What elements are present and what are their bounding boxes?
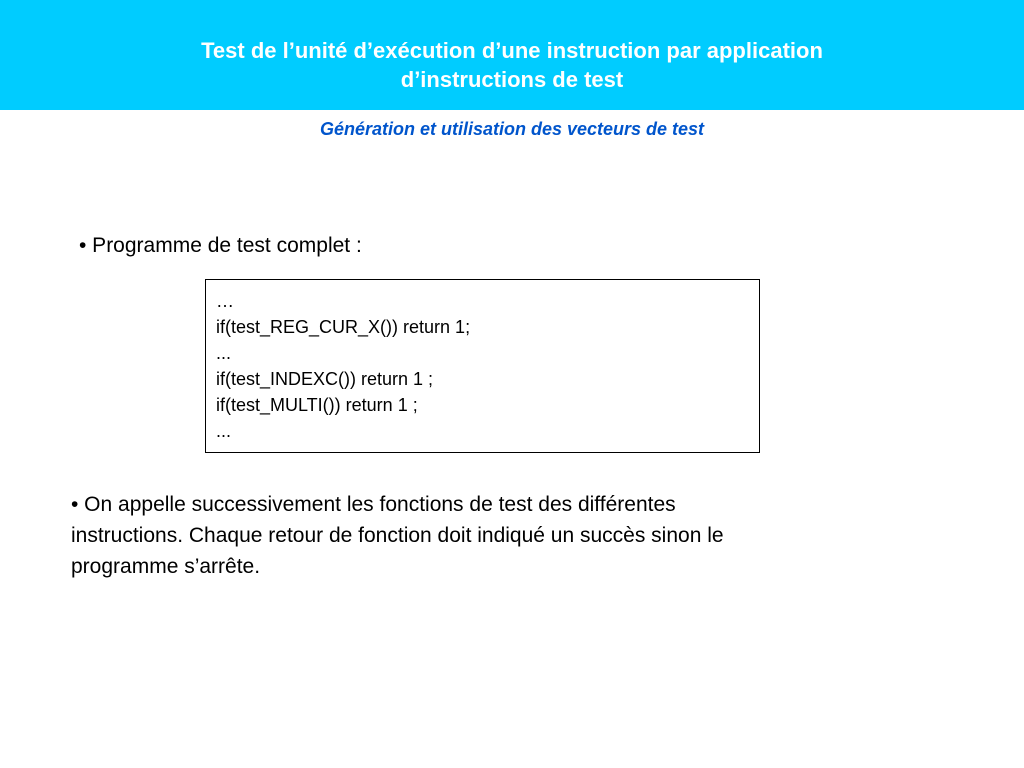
slide-title: [0, 36, 1024, 94]
code-line: …: [216, 291, 234, 311]
bullet-explanation-line: • On appelle successivement les fonctions de test des différentes: [71, 493, 676, 516]
bullet-explanation: [71, 489, 951, 582]
bullet-test-program: • Programme de test complet :: [79, 234, 362, 257]
bullet-explanation-line: programme s’arrête.: [71, 555, 261, 578]
slide-title-line: Test de l’unité d’exécution d’une instruction par application: [201, 38, 823, 63]
code-line: ...: [216, 421, 232, 441]
code-line: ...: [216, 343, 232, 363]
slide-subtitle: Génération et utilisation des vecteurs de test: [319, 119, 705, 139]
code-box: [205, 279, 760, 453]
code-line: if(test_REG_CUR_X()) return 1;: [216, 317, 471, 337]
title-bar: [0, 0, 1024, 110]
code-line: if(test_INDEXC()) return 1 ;: [216, 369, 434, 389]
code-line: if(test_MULTI()) return 1 ;: [216, 395, 418, 415]
slide-title-line: d’instructions de test: [400, 67, 624, 92]
bullet-explanation-line: instructions. Chaque retour de fonction doit indiqué un succès sinon le: [71, 524, 724, 547]
